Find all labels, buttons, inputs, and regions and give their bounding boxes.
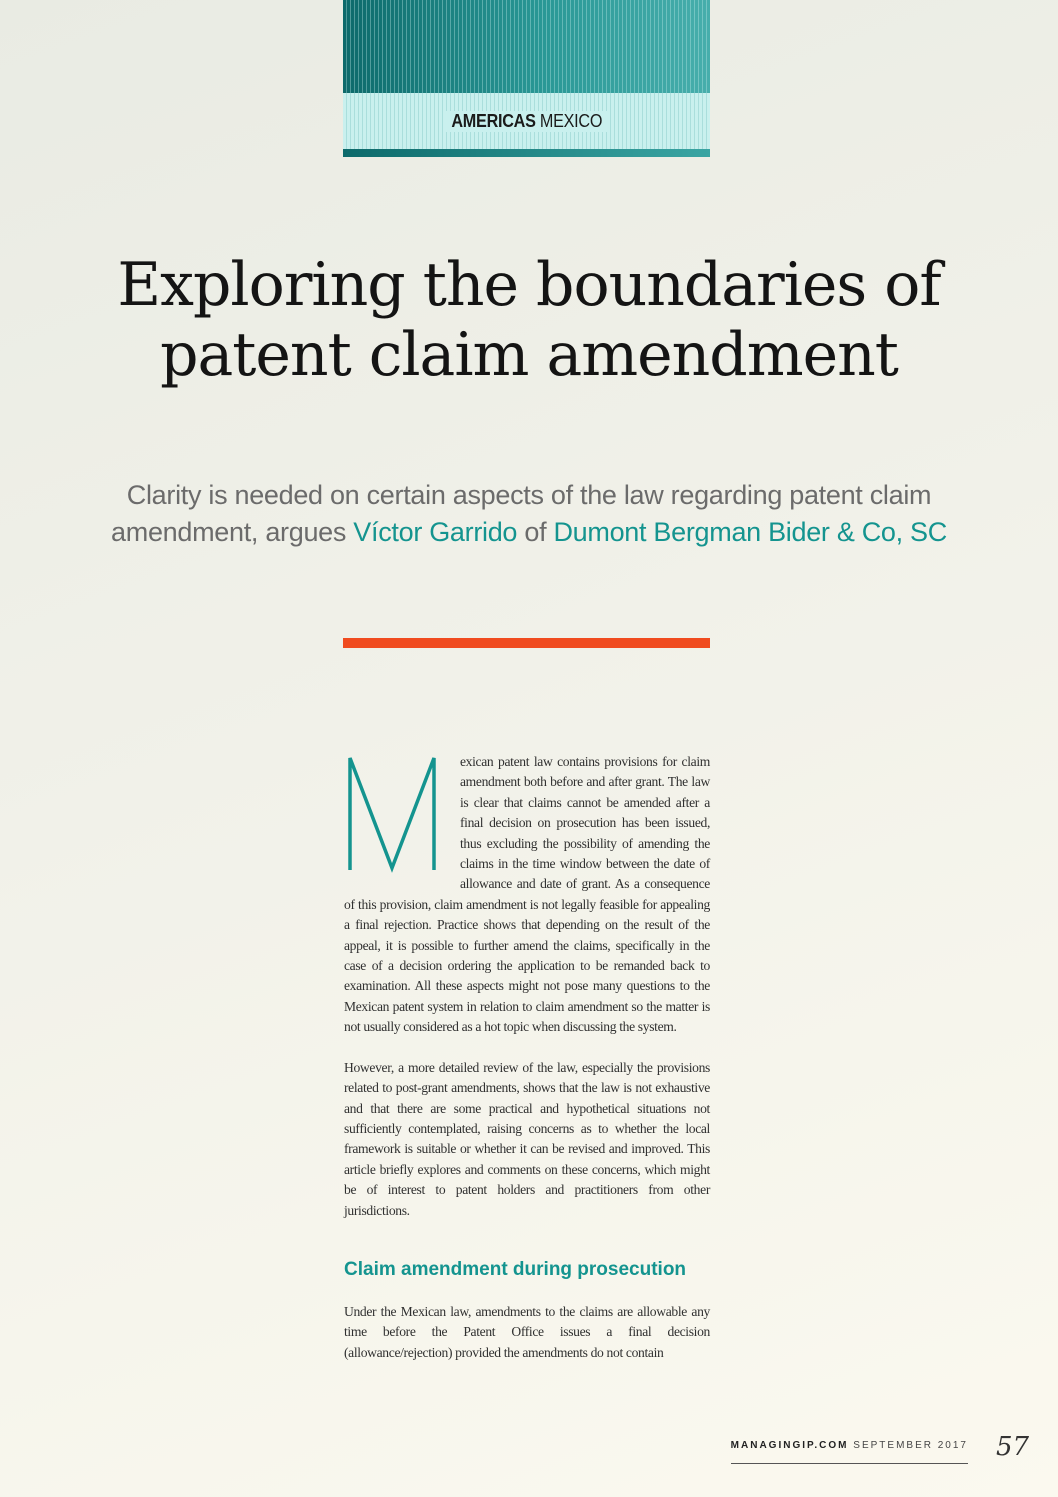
author-name: Víctor Garrido bbox=[353, 517, 518, 547]
section-label-text bbox=[446, 111, 608, 132]
drop-cap-letter: M bbox=[344, 754, 345, 755]
firm-name: Dumont Bergman Bider & Co, SC bbox=[553, 517, 947, 547]
section-heading: Claim amendment during prosecution bbox=[344, 1258, 687, 1280]
title-line-2: patent claim amendment bbox=[160, 320, 898, 390]
section-banner bbox=[343, 0, 710, 157]
accent-rule bbox=[343, 638, 710, 648]
paragraph-1 bbox=[344, 752, 710, 1038]
deck-line-1: Clarity is needed on certain aspects of the law regarding patent claim bbox=[126, 480, 932, 510]
page-number: 57 bbox=[996, 1432, 1030, 1462]
section-label bbox=[343, 93, 710, 149]
article-deck bbox=[90, 477, 968, 551]
paragraph-3: Under the Mexican law, amendments to the claims are allowable any time before the Patent Office issues a final decision (allowance/rejection) provided the amendments do not contain bbox=[344, 1303, 710, 1360]
section-country: MEXICO bbox=[539, 110, 602, 131]
banner-underline bbox=[343, 149, 710, 157]
drop-cap-glyph bbox=[344, 754, 444, 874]
banner-pattern bbox=[343, 0, 710, 93]
drop-cap bbox=[344, 754, 452, 876]
deck-prefix: amendment, argues bbox=[111, 517, 354, 547]
article-title bbox=[60, 250, 998, 390]
footer-date: SEPTEMBER 2017 bbox=[853, 1440, 968, 1451]
paragraph-1-text: exican patent law contains provisions for claim amendment both before and after grant. The law is clear that claims cannot be amended after a final decision on prosecution has been issued, thus excluding the possibility of amending the claims in the time window between the date of allowance and date of grant. As a consequence of this provision, claim amendment is not legally feasible for appealing a final rejection. Practice shows that depending on the result of the appeal, it is possible to further amend the claims, specifically in the case of a decision ordering the application to be remanded back to examination. All these aspects might not pose many questions to the Mexican patent system in relation to claim amendment so the matter is not usually considered as a hot topic when discussing the system. bbox=[344, 754, 710, 1035]
title-line-1: Exploring the boundaries of bbox=[117, 250, 941, 320]
article-body bbox=[344, 752, 710, 1363]
paragraph-2: However, a more detailed review of the law, especially the provisions related to post-grant amendments, shows that the law is not exhaustive and that there are some practical and hypothetical situations not sufficiently contemplated, raising concerns as to whether the local framework is suitable or whether it can be revised and improved. This article briefly explores and comments on these concerns, which might be of interest to patent holders and practitioners from other jurisdictions. bbox=[344, 1059, 710, 1218]
deck-of: of bbox=[517, 517, 554, 547]
footer-site: MANAGINGIP.COM bbox=[730, 1440, 849, 1451]
section-region: AMERICAS bbox=[451, 110, 536, 131]
page-footer bbox=[731, 1440, 968, 1464]
